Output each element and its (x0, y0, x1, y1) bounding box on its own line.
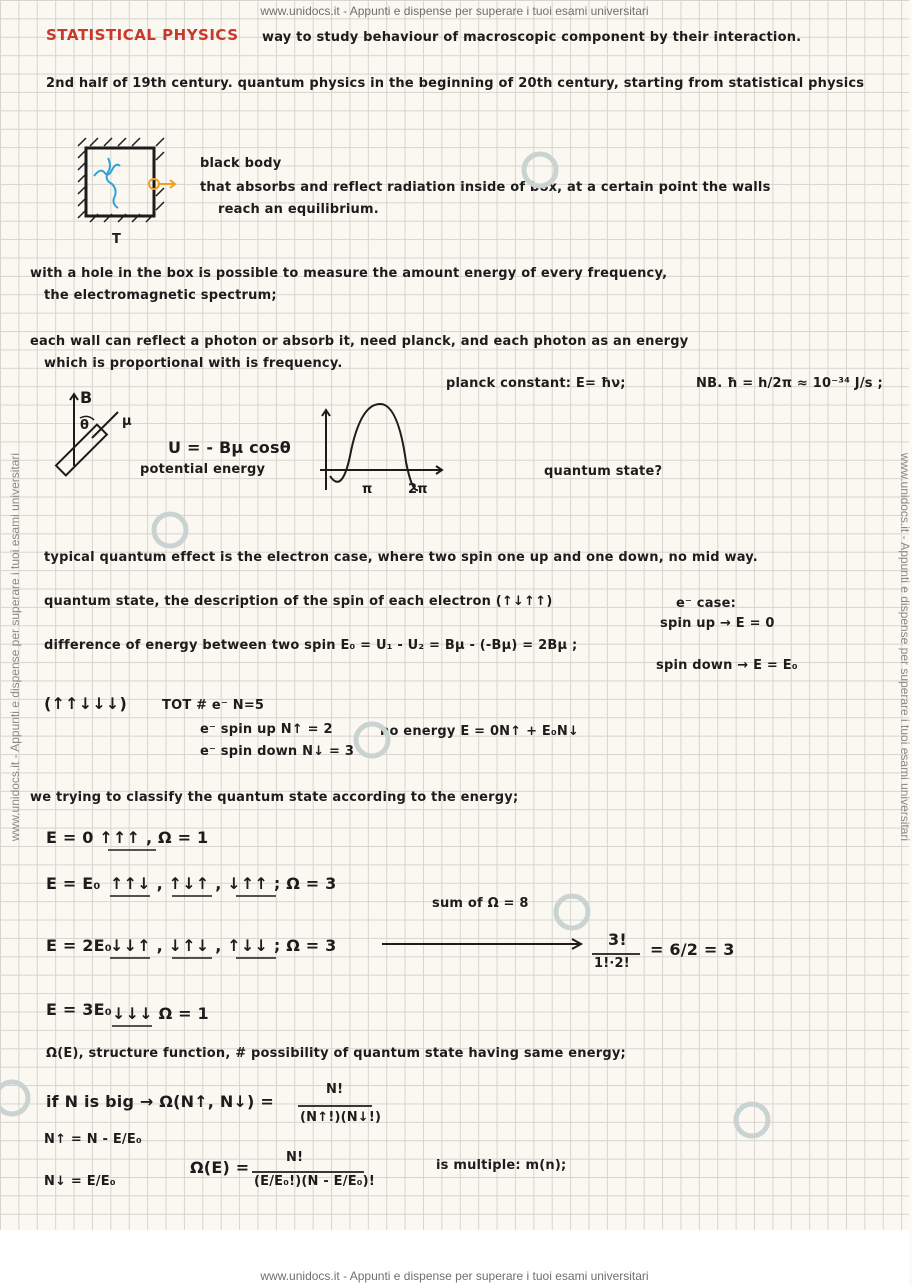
theta-label: θ (80, 418, 90, 433)
quantum-state-question: quantum state? (544, 464, 663, 479)
watermark-side-right: www.unidocs.it - Appunti e dispense per superare i tuoi esami universitari (898, 452, 912, 842)
binomial-result: = 6/2 = 3 (650, 940, 735, 959)
spin-down-count: e⁻ spin down N↓ = 3 (200, 744, 355, 759)
black-body-diagram (78, 138, 175, 222)
spin-up-count: e⁻ spin up N↑ = 2 (200, 722, 333, 737)
n-down-definition: N↓ = E/E₀ (44, 1174, 116, 1189)
two-pi-tick-label: 2π (408, 482, 428, 497)
row-e1-states: ↑↑↓ , ↑↓↑ , ↓↑↑ ; Ω = 3 (110, 874, 337, 893)
large-n-numerator: N! (326, 1082, 344, 1097)
temperature-label: T (112, 232, 122, 247)
watermark-logos (0, 154, 768, 1136)
sum-omega: sum of Ω = 8 (432, 896, 529, 911)
total-electrons: TOT # e⁻ N=5 (162, 698, 265, 713)
fraction-bars (252, 954, 640, 1172)
quantum-state-line: quantum state, the description of the spin of each electron (↑↓↑↑) (44, 594, 553, 609)
example-state: (↑↑↓↓↓) (44, 694, 128, 713)
row-e1-energy: E = E₀ (46, 874, 101, 893)
potential-formula: U = - Bμ cosθ (168, 438, 291, 457)
omega-e-label: Ω(E) = (190, 1158, 250, 1177)
large-n-denominator: (N↑!)(N↓!) (300, 1110, 382, 1125)
omega-e-numerator: N! (286, 1150, 304, 1165)
quantum-effect-line: typical quantum effect is the electron case, where two spin one up and one down, no mid way. (44, 550, 758, 565)
row-e3-states: ↓↓↓ Ω = 1 (112, 1004, 209, 1023)
omega-e-denominator: (E/E₀!)(N - E/E₀)! (254, 1174, 375, 1189)
spin-up-energy: spin up → E = 0 (660, 616, 775, 631)
watermark-top: www.unidocs.it - Appunti e dispense per superare i tuoi esami universitari (260, 4, 649, 18)
binomial-denominator: 1!·2! (594, 956, 630, 971)
total-energy: no energy E = 0N↑ + E₀N↓ (380, 724, 580, 739)
watermark-bottom: www.unidocs.it - Appunti e dispense per superare i tuoi esami universitari (260, 1269, 649, 1283)
row-e0: E = 0 ↑↑↑ , Ω = 1 (46, 828, 209, 847)
b-field-label: B (80, 388, 93, 407)
page-title: STATISTICAL PHYSICS (46, 26, 239, 44)
n-up-definition: N↑ = N - E/E₀ (44, 1132, 142, 1147)
wall-line: each wall can reflect a photon or absorb it, need planck, and each photon as an energy (30, 334, 689, 349)
hole-line: with a hole in the box is possible to measure the amount energy of every frequency, (30, 266, 668, 281)
history-line: 2nd half of 19th century. quantum physics in the beginning of 20th century, starting from statistical physics (46, 76, 865, 91)
potential-curve (320, 404, 442, 490)
proportional-line: which is proportional with is frequency. (44, 356, 343, 371)
energy-difference-line: difference of energy between two spin E₀ = U₁ - U₂ = Bμ - (-Bμ) = 2Bμ ; (44, 638, 578, 653)
planck-constant: planck constant: E= ħν; (446, 376, 626, 391)
potential-label: potential energy (140, 462, 266, 477)
row-e2-states: ↓↓↑ , ↓↑↓ , ↑↓↓ ; Ω = 3 (110, 936, 337, 955)
sum-arrow (382, 939, 581, 949)
intro-line: way to study behaviour of macroscopic component by their interaction. (262, 30, 802, 45)
row-e3-energy: E = 3E₀ (46, 1000, 112, 1019)
spin-down-energy: spin down → E = E₀ (656, 658, 798, 673)
black-body-title: black body (200, 156, 282, 171)
spectrum-line: the electromagnetic spectrum; (44, 288, 277, 303)
large-n-line: if N is big → Ω(N↑, N↓) = (46, 1092, 274, 1111)
classify-line: we trying to classify the quantum state according to the energy; (30, 790, 519, 805)
black-body-desc-1: that absorbs and reflect radiation inside of box, at a certain point the walls (200, 180, 771, 195)
dipole-diagram (56, 394, 118, 475)
watermark-side-left: www.unidocs.it - Appunti e dispense per superare i tuoi esami universitari (8, 452, 22, 842)
electron-case-title: e⁻ case: (676, 596, 737, 611)
multiplicity-note: is multiple: m(n); (436, 1158, 567, 1173)
binomial-numerator: 3! (608, 930, 627, 949)
nb-note: NB. ħ = h/2π ≈ 10⁻³⁴ J/s ; (696, 376, 883, 391)
row-e2-energy: E = 2E₀ (46, 936, 112, 955)
state-underlines (108, 850, 276, 1026)
mu-label: μ (122, 414, 132, 429)
structure-function-line: Ω(E), structure function, # possibility of quantum state having same energy; (46, 1046, 626, 1061)
black-body-desc-2: reach an equilibrium. (218, 202, 379, 217)
pi-tick-label: π (362, 482, 373, 497)
